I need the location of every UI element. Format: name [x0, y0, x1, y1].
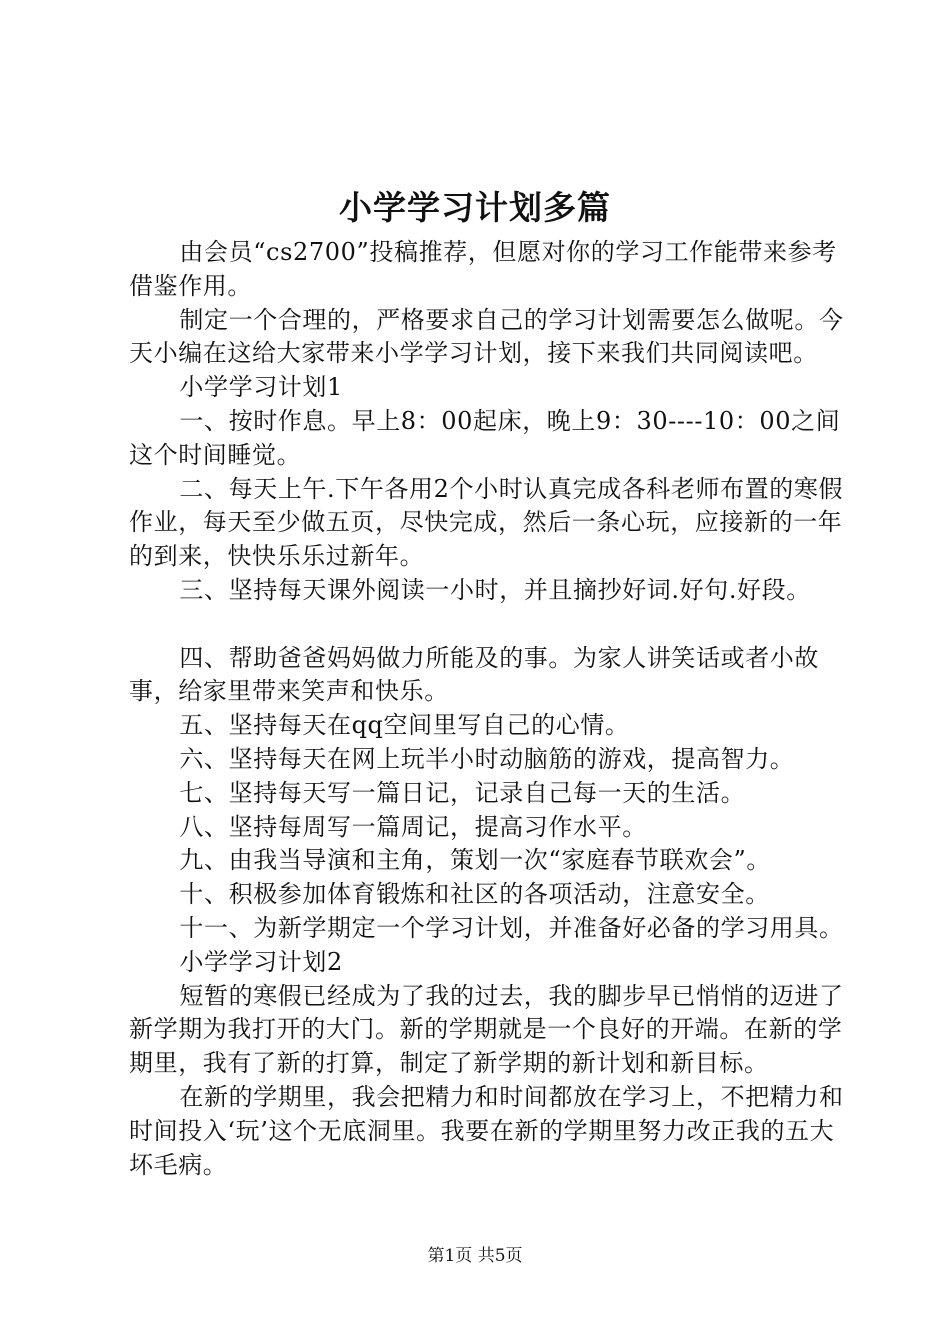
- section-heading-plan-1: 小学学习计划1: [179, 373, 343, 402]
- paragraph-plan-2-1: 短暂的寒假已经成为了我的过去，我的脚步早已悄悄的迈进了新学期为我打开的大门。新的学期就是一个良好的开端。在新的学期里，我有了新的打算，制定了新学期的新计划和新目标。: [129, 981, 844, 1078]
- plan-item-6: 六、坚持每天在网上玩半小时动脑筋的游戏，提高智力。: [179, 744, 795, 773]
- paragraph-plan-2-2: 在新的学期里，我会把精力和时间都放在学习上，不把精力和时间投入‘玩’这个无底洞里。我要在新的学期里努力改正我的五大坏毛病。: [129, 1082, 844, 1179]
- document-title: 小学学习计划多篇: [339, 188, 611, 227]
- plan-item-10: 十、积极参加体育锻炼和社区的各项活动，注意安全。: [179, 880, 770, 909]
- document-body: [129, 236, 849, 1182]
- plan-item-7: 七、坚持每天写一篇日记，记录自己每一天的生活。: [179, 778, 746, 807]
- plan-item-11: 十一、为新学期定一个学习计划，并准备好必备的学习用具。: [179, 913, 844, 942]
- plan-item-5: 五、坚持每天在qq空间里写自己的心情。: [179, 711, 630, 740]
- plan-item-9: 九、由我当导演和主角，策划一次“家庭春节联欢会”。: [179, 846, 771, 875]
- plan-item-2: 二、每天上午.下午各用2个小时认真完成各科老师布置的寒假作业，每天至少做五页，尽快完成，然后一条心玩，应接新的一年的到来，快快乐乐过新年。: [129, 474, 844, 571]
- blank-line: [129, 608, 849, 642]
- plan-item-1: 一、按时作息。早上8：00起床，晚上9：30----10：00之间这个时间睡觉。: [129, 406, 841, 469]
- section-heading-plan-2: 小学学习计划2: [179, 947, 343, 976]
- paragraph-intro-1: 由会员“cs2700”投稿推荐，但愿对你的学习工作能带来参考借鉴作用。: [129, 238, 837, 300]
- paragraph-intro-2: 制定一个合理的，严格要求自己的学习计划需要怎么做呢。今天小编在这给大家带来小学学习计划，接下来我们共同阅读吧。: [129, 305, 844, 368]
- page-number-footer: 第1页 共5页: [427, 1246, 523, 1266]
- plan-item-4: 四、帮助爸爸妈妈做力所能及的事。为家人讲笑话或者小故事，给家里带来笑声和快乐。: [129, 643, 819, 706]
- plan-item-3: 三、坚持每天课外阅读一小时，并且摘抄好词.好句.好段。: [179, 575, 811, 604]
- plan-item-8: 八、坚持每周写一篇周记，提高习作水平。: [179, 812, 647, 841]
